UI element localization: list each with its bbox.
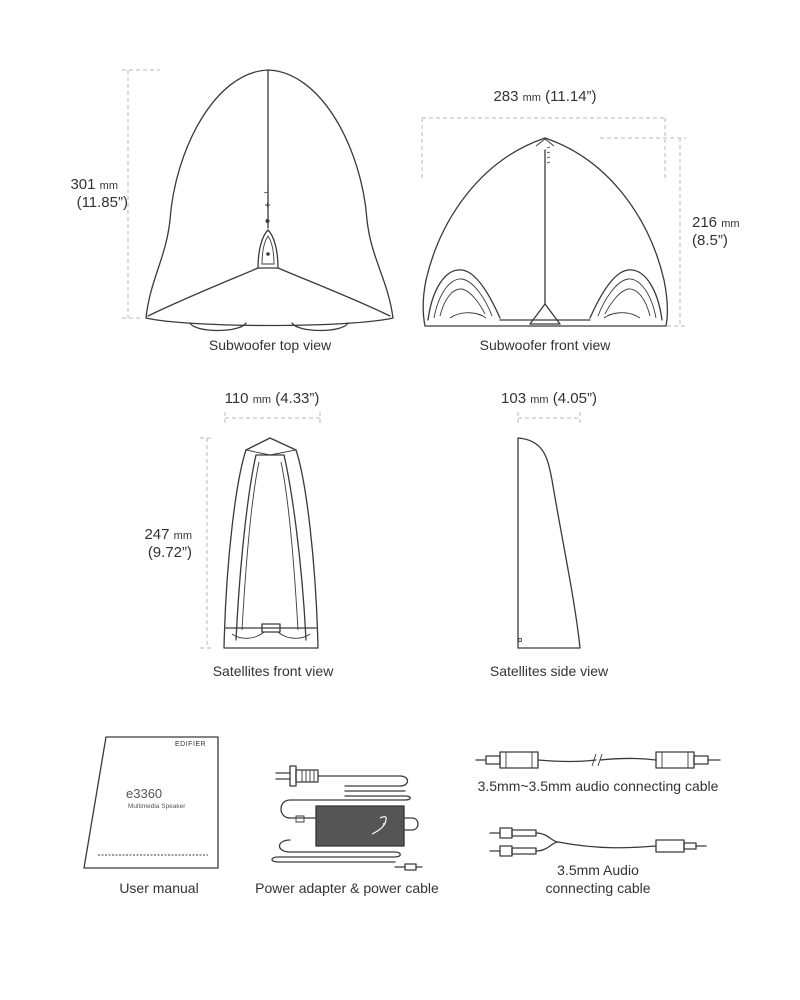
subwoofer-top-dim-value: 301 <box>70 176 96 193</box>
subwoofer-front-view-drawing <box>422 118 686 326</box>
manual-brand: EDIFIER <box>175 741 207 748</box>
manual-subtitle: Multimedia Speaker <box>128 803 186 810</box>
subwoofer-top-caption: Subwoofer top view <box>208 337 332 353</box>
satellite-side-width-value: 103 <box>501 390 527 407</box>
satellite-side-width-inch: (4.05”) <box>552 390 597 407</box>
subwoofer-front-width-dimension <box>493 88 596 105</box>
satellite-front-height-dimension <box>100 526 192 543</box>
satellite-front-width-inch: (4.33”) <box>275 390 320 407</box>
satellite-front-width-dimension <box>225 390 320 407</box>
subwoofer-front-width-inch: (11.14”) <box>545 88 597 105</box>
satellite-front-height-inch: (9.72”) <box>147 544 192 561</box>
satellite-side-width-dimension <box>501 390 597 407</box>
subwoofer-front-height-dimension <box>692 214 740 231</box>
audio-cable-1-caption: 3.5mm~3.5mm audio connecting cable <box>477 778 719 794</box>
satellite-front-caption: Satellites front view <box>212 663 334 679</box>
audio-cable-1-drawing <box>476 752 720 768</box>
subwoofer-top-view-drawing <box>122 70 393 331</box>
audio-cable-2-caption-line1: 3.5mm Audio <box>557 862 639 878</box>
power-adapter-caption: Power adapter & power cable <box>255 880 439 896</box>
satellite-front-view-drawing <box>200 412 320 648</box>
satellite-front-height-value: 247 <box>144 526 170 543</box>
manual-model: e3360 <box>126 786 163 801</box>
subwoofer-front-width-unit: mm <box>522 92 541 104</box>
power-adapter-drawing <box>272 766 422 870</box>
subwoofer-front-height-inch: (8.5”) <box>692 232 728 249</box>
subwoofer-top-dimension <box>40 176 118 193</box>
satellite-side-view-drawing <box>518 412 580 648</box>
audio-cable-2-caption-line2: connecting cable <box>545 880 651 896</box>
subwoofer-top-dim-inch: (11.85”) <box>76 194 128 211</box>
satellite-front-height-unit: mm <box>173 530 192 542</box>
subwoofer-top-dim-unit: mm <box>99 180 118 192</box>
subwoofer-front-caption: Subwoofer front view <box>479 337 611 353</box>
satellite-front-width-unit: mm <box>252 394 272 406</box>
audio-cable-2-drawing <box>490 828 706 856</box>
satellite-side-caption: Satellites side view <box>489 663 609 679</box>
user-manual-caption: User manual <box>119 880 199 896</box>
subwoofer-front-height-value: 216 <box>692 214 718 231</box>
satellite-front-width-value: 110 <box>224 390 249 407</box>
satellite-side-width-unit: mm <box>530 394 549 406</box>
subwoofer-front-height-unit: mm <box>721 218 740 230</box>
subwoofer-front-width-value: 283 <box>493 88 519 105</box>
